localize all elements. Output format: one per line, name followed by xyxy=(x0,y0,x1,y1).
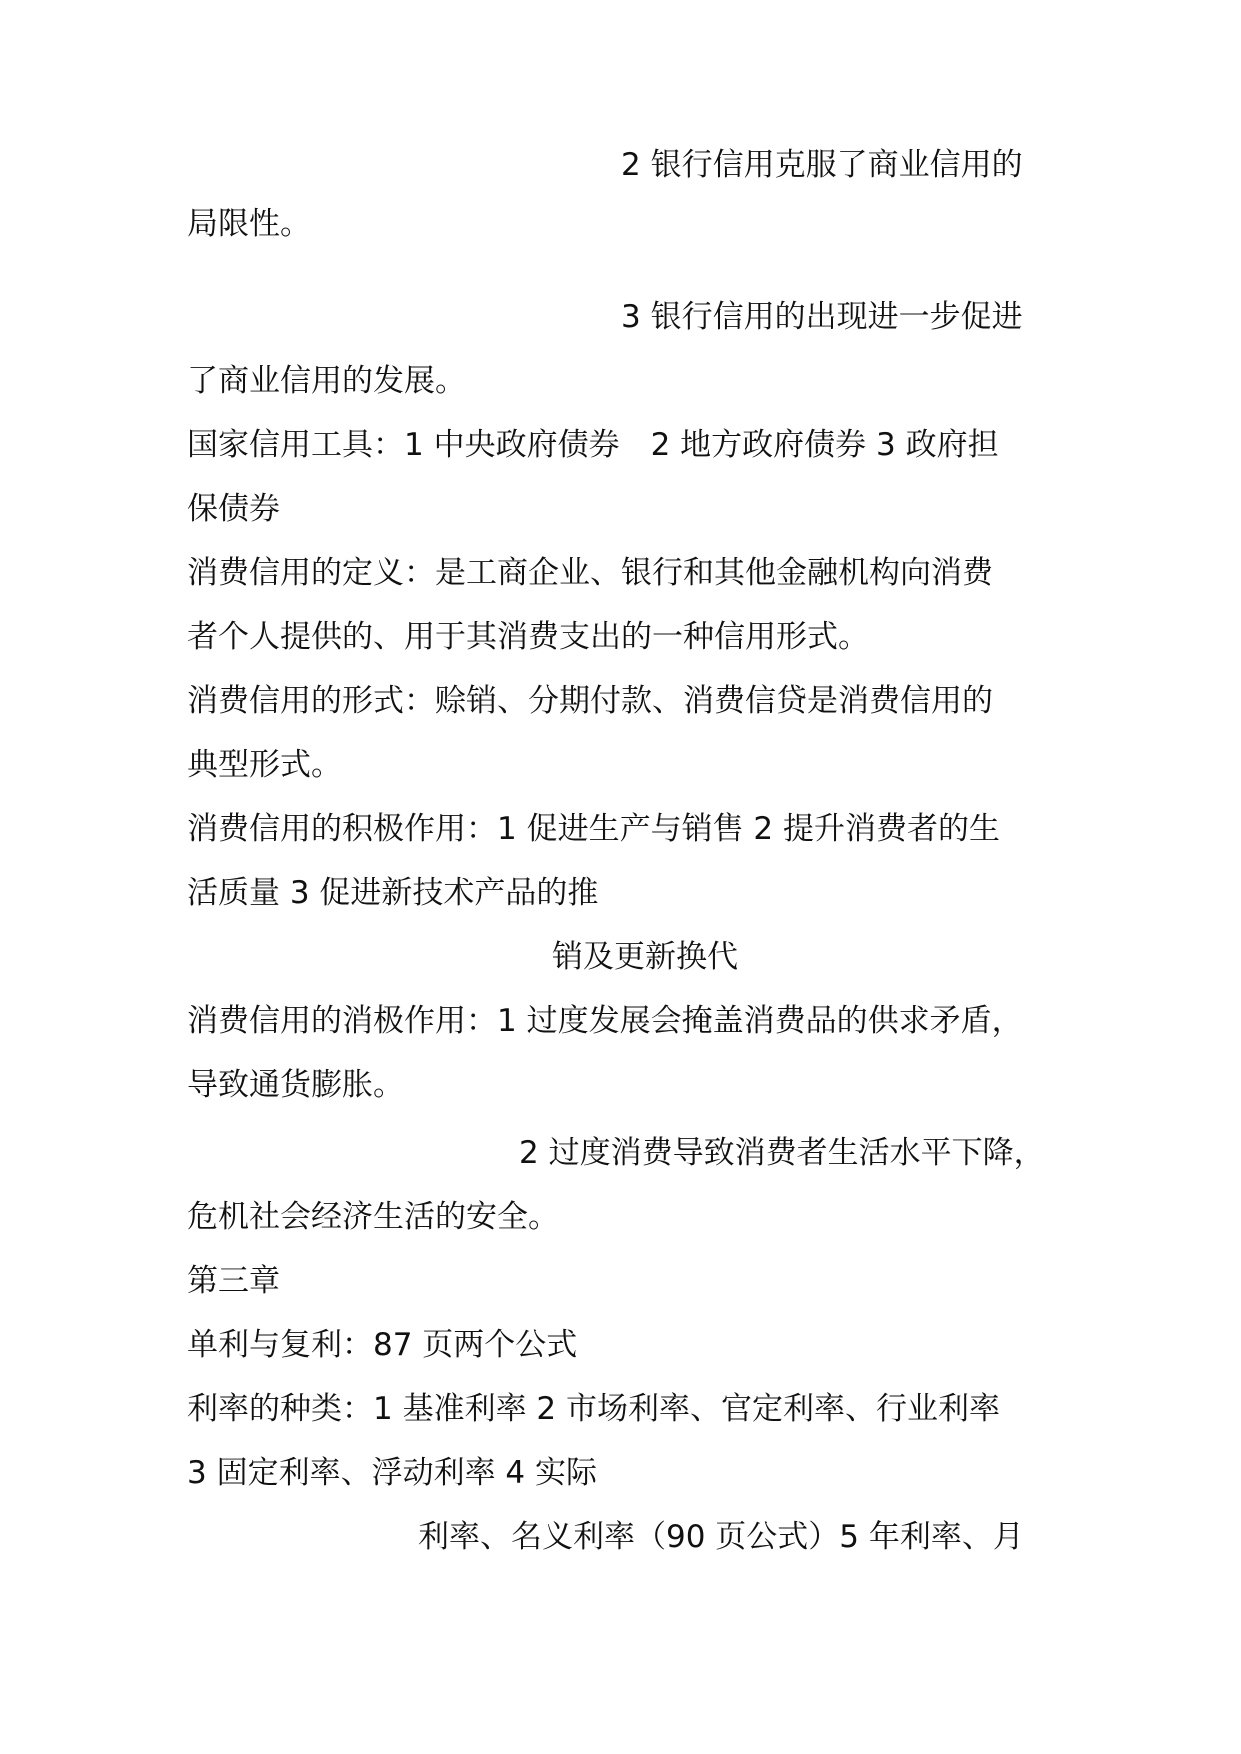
text-line: 危机社会经济生活的安全。 xyxy=(187,1199,559,1235)
text-line: 第三章 xyxy=(187,1263,280,1299)
text-line: 销及更新换代 xyxy=(552,939,738,975)
text-line: 消费信用的消极作用：1 过度发展会掩盖消费品的供求矛盾， xyxy=(187,1003,1023,1039)
text-line: 典型形式。 xyxy=(187,747,342,783)
text-line: 利率的种类：1 基准利率 2 市场利率、官定利率、行业利率 xyxy=(187,1391,1001,1427)
text-line: 消费信用的积极作用：1 促进生产与销售 2 提升消费者的生 xyxy=(187,811,1001,847)
text-line: 单利与复利：87 页两个公式 xyxy=(187,1327,578,1363)
text-line: 了商业信用的发展。 xyxy=(187,363,466,399)
text-line: 2 过度消费导致消费者生活水平下降， xyxy=(519,1135,1045,1171)
text-line: 消费信用的形式：赊销、分期付款、消费信贷是消费信用的 xyxy=(187,683,993,719)
text-line: 国家信用工具：1 中央政府债券 2 地方政府债券 3 政府担 xyxy=(187,427,999,463)
text-line: 3 固定利率、浮动利率 4 实际 xyxy=(187,1455,598,1491)
text-line: 利率、名义利率（90 页公式）5 年利率、月 xyxy=(418,1519,1024,1555)
text-line: 保债券 xyxy=(187,491,280,527)
text-line: 导致通货膨胀。 xyxy=(187,1067,404,1103)
text-line: 消费信用的定义：是工商企业、银行和其他金融机构向消费 xyxy=(187,555,993,591)
text-line: 局限性。 xyxy=(187,206,311,242)
text-line: 3 银行信用的出现进一步促进 xyxy=(621,299,1023,335)
text-line: 者个人提供的、用于其消费支出的一种信用形式。 xyxy=(187,619,869,655)
text-line: 2 银行信用克服了商业信用的 xyxy=(621,147,1023,183)
text-line: 活质量 3 促进新技术产品的推 xyxy=(187,875,599,911)
